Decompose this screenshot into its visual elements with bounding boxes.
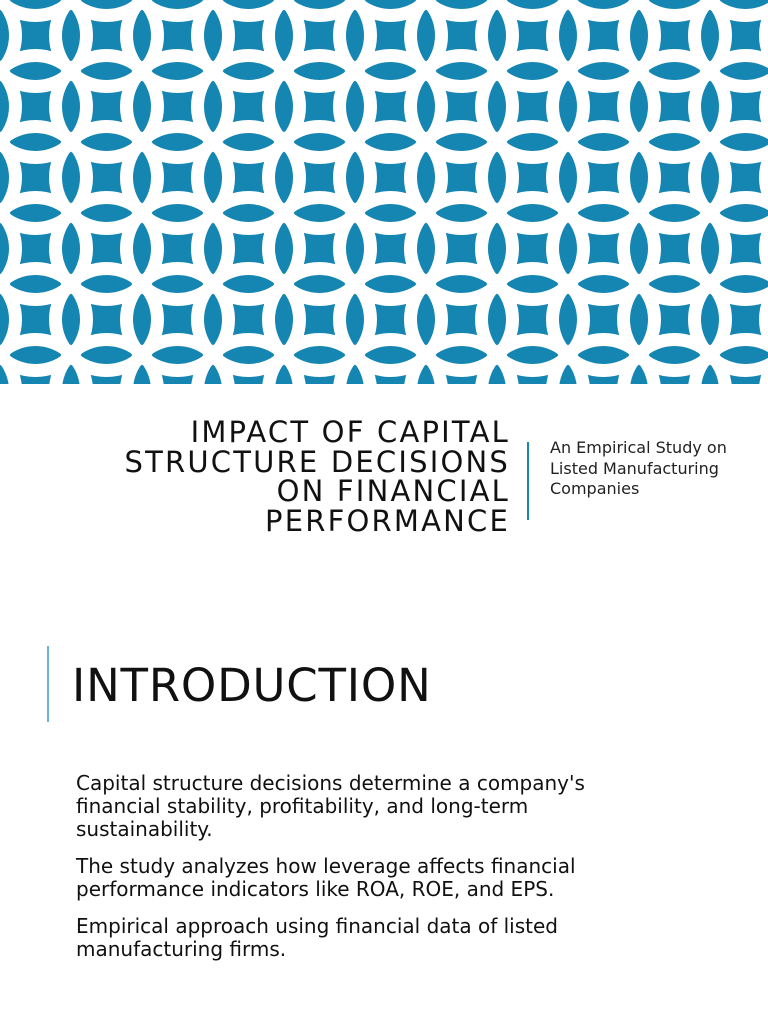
title-line: ON FINANCIAL — [276, 474, 510, 508]
introduction-heading: INTRODUCTION — [72, 659, 432, 712]
interlocking-circles-pattern — [0, 0, 768, 384]
title-banner-pattern — [0, 0, 768, 384]
introduction-point: Capital structure decisions determine a company's financial stability, profitability, and long-term sustainability. — [76, 771, 585, 841]
presentation-subtitle: An Empirical Study on Listed Manufacturing Companies — [550, 438, 727, 498]
title-line: IMPACT OF CAPITAL — [190, 415, 510, 449]
title-divider — [527, 442, 529, 520]
introduction-point: Empirical approach using financial data of listed manufacturing firms. — [76, 914, 558, 961]
introduction-point: The study analyzes how leverage affects financial performance indicators like ROA, ROE, and EPS. — [76, 854, 576, 901]
introduction-points — [76, 772, 656, 975]
title-line: STRUCTURE DECISIONS — [124, 444, 510, 479]
introduction-accent-bar — [47, 646, 49, 722]
presentation-title — [60, 415, 510, 538]
title-line: PERFORMANCE — [265, 503, 510, 538]
